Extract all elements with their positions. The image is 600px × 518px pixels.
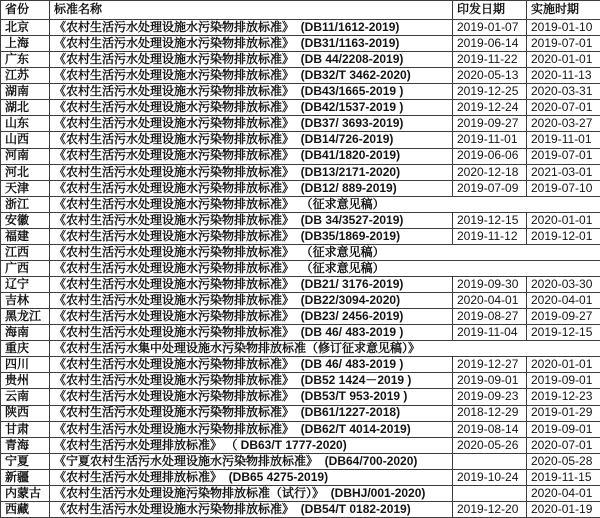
cell-standard-name: 《农村生活污水处理设施水污染物排放标准》 (DB14/726-2019) bbox=[50, 132, 453, 148]
cell-issue-date: 2019-09-30 bbox=[453, 277, 527, 293]
cell-province: 内蒙古 bbox=[1, 485, 50, 501]
cell-standard-name: 《农村生活污水集中处理设施水污染物排放标准（修订征求意见稿）》 bbox=[50, 341, 600, 357]
cell-province: 甘肃 bbox=[1, 421, 50, 437]
cell-issue-date: 2020-05-26 bbox=[453, 437, 527, 453]
cell-effective-date: 2020-04-01 bbox=[527, 485, 600, 501]
cell-issue-date: 2019-11-01 bbox=[453, 132, 527, 148]
cell-issue-date: 2019-09-27 bbox=[453, 116, 527, 132]
cell-standard-name: 《农村生活污水处理设施水污染物排放标准》 （征求意见稿） bbox=[50, 196, 600, 212]
cell-issue-date: 2020-12-18 bbox=[453, 164, 527, 180]
cell-effective-date: 2020-07-01 bbox=[527, 100, 600, 116]
cell-province: 天津 bbox=[1, 180, 50, 196]
table-row bbox=[1, 389, 600, 405]
cell-province: 四川 bbox=[1, 357, 50, 373]
cell-effective-date: 2019-07-10 bbox=[527, 180, 600, 196]
header-row bbox=[1, 1, 600, 20]
table-row bbox=[1, 68, 600, 84]
cell-standard-name: 《农村生活污水处理设施水污染物排放标准》 (DB21/ 3176-2019) bbox=[50, 277, 453, 293]
cell-standard-name: 《农村生活污水处理设施水污染物排放标准》 (DB 44/2208-2019) bbox=[50, 52, 453, 68]
cell-issue-date: 2019-01-07 bbox=[453, 20, 527, 36]
table-row bbox=[1, 132, 600, 148]
table-row bbox=[1, 228, 600, 244]
cell-effective-date: 2021-03-01 bbox=[527, 164, 600, 180]
header-province: 省份 bbox=[1, 1, 50, 20]
cell-province: 海南 bbox=[1, 325, 50, 341]
table-row bbox=[1, 52, 600, 68]
cell-issue-date: 2019-10-24 bbox=[453, 469, 527, 485]
cell-standard-name: 《农村生活污水处理设施水污染物排放标准》 (DB22/3094-2020) bbox=[50, 293, 453, 309]
cell-effective-date: 2019-09-27 bbox=[527, 309, 600, 325]
cell-effective-date: 2019-07-01 bbox=[527, 148, 600, 164]
cell-standard-name: 《农村生活污水处理设施水污染物排放标准》 (DB61/1227-2018) bbox=[50, 405, 453, 421]
table-row bbox=[1, 437, 600, 453]
cell-issue-date: 2019-12-15 bbox=[453, 212, 527, 228]
cell-standard-name: 《农村生活污水处理设施水污染物排放标准》 (DB43/1665-2019 ) bbox=[50, 84, 453, 100]
cell-issue-date: 2019-09-23 bbox=[453, 389, 527, 405]
cell-province: 宁夏 bbox=[1, 453, 50, 469]
cell-province: 江西 bbox=[1, 244, 50, 260]
cell-effective-date: 2020-04-01 bbox=[527, 293, 600, 309]
cell-issue-date: 2019-11-04 bbox=[453, 325, 527, 341]
cell-issue-date bbox=[453, 485, 527, 501]
cell-effective-date: 2020-01-19 bbox=[527, 501, 600, 517]
cell-standard-name: 《农村生活污水处理设施水污染物排放标准》 (DB35/1869-2019) bbox=[50, 228, 453, 244]
cell-standard-name: 《农村生活污水处理排放标准》 （ DB63/T 1777-2020) bbox=[50, 437, 453, 453]
cell-standard-name: 《农村生活污水处理设施水污染物排放标准》 (DB 46/ 483-2019 ) bbox=[50, 325, 453, 341]
table-row bbox=[1, 277, 600, 293]
cell-province: 江苏 bbox=[1, 68, 50, 84]
cell-standard-name: 《农村生活污水处理设施水污染物排放标准》 （征求意见稿） bbox=[50, 244, 600, 260]
cell-standard-name: 《农村生活污水处理设施水污染物排放标准》 (DB12/ 889-2019) bbox=[50, 180, 453, 196]
table-header bbox=[1, 1, 600, 20]
table-row bbox=[1, 309, 600, 325]
cell-effective-date: 2019-09-01 bbox=[527, 421, 600, 437]
table-row bbox=[1, 485, 600, 501]
cell-province: 黑龙江 bbox=[1, 309, 50, 325]
header-issue-date: 印发日期 bbox=[453, 1, 527, 20]
cell-province: 吉林 bbox=[1, 293, 50, 309]
cell-province: 福建 bbox=[1, 228, 50, 244]
cell-issue-date: 2019-08-14 bbox=[453, 421, 527, 437]
cell-issue-date: 2019-06-14 bbox=[453, 36, 527, 52]
cell-province: 广西 bbox=[1, 260, 50, 276]
cell-issue-date: 2019-12-25 bbox=[453, 84, 527, 100]
cell-standard-name: 《农村生活污水处理设施水污染物排放标准》 (DB 34/3527-2019) bbox=[50, 212, 453, 228]
table-row bbox=[1, 293, 600, 309]
cell-issue-date: 2019-07-09 bbox=[453, 180, 527, 196]
cell-standard-name: 《农村生活污水处理设施污染物排放标准（试行）》 (DBHJ/001-2020) bbox=[50, 485, 453, 501]
cell-issue-date bbox=[453, 453, 527, 469]
cell-standard-name: 《农村生活污水处理设施水污染物排放标准》 (DB42/1537-2019 ) bbox=[50, 100, 453, 116]
table-row bbox=[1, 421, 600, 437]
table-row bbox=[1, 164, 600, 180]
cell-effective-date: 2019-12-01 bbox=[527, 228, 600, 244]
cell-issue-date: 2019-08-27 bbox=[453, 309, 527, 325]
table-row bbox=[1, 148, 600, 164]
cell-effective-date: 2019-07-01 bbox=[527, 36, 600, 52]
cell-effective-date: 2020-01-01 bbox=[527, 52, 600, 68]
cell-standard-name: 《农村生活污水处理设施水污染物排放标准》 (DB 46/ 483-2019 ) bbox=[50, 357, 453, 373]
table-row bbox=[1, 260, 600, 276]
cell-standard-name: 《农村生活污水处理设施水污染物排放标准》 (DB62/T 4014-2019) bbox=[50, 421, 453, 437]
cell-effective-date: 2020-03-31 bbox=[527, 84, 600, 100]
table-row bbox=[1, 244, 600, 260]
cell-standard-name: 《农村生活污水处理设施水污染物排放标准》 (DB11/1612-2019) bbox=[50, 20, 453, 36]
cell-standard-name: 《农村生活污水处理设施水污染物排放标准》 （征求意见稿） bbox=[50, 260, 600, 276]
cell-issue-date: 2019-11-12 bbox=[453, 228, 527, 244]
cell-province: 贵州 bbox=[1, 373, 50, 389]
table-row bbox=[1, 469, 600, 485]
cell-standard-name: 《农村生活污水处理设施水污染物排放标准》 (DB41/1820-2019) bbox=[50, 148, 453, 164]
cell-province: 北京 bbox=[1, 20, 50, 36]
table-row bbox=[1, 36, 600, 52]
cell-issue-date: 2019-12-24 bbox=[453, 100, 527, 116]
cell-standard-name: 《农村生活污水处理设施水污染物排放标准》 (DB13/2171-2020) bbox=[50, 164, 453, 180]
cell-effective-date: 2020-03-30 bbox=[527, 277, 600, 293]
cell-standard-name: 《农村生活污水处理设施水污染物排放标准》 (DB31/1163-2019) bbox=[50, 36, 453, 52]
table-row bbox=[1, 501, 600, 517]
table-row bbox=[1, 84, 600, 100]
cell-province: 浙江 bbox=[1, 196, 50, 212]
cell-province: 辽宁 bbox=[1, 277, 50, 293]
cell-province: 河北 bbox=[1, 164, 50, 180]
cell-effective-date: 2019-11-01 bbox=[527, 132, 600, 148]
cell-province: 重庆 bbox=[1, 341, 50, 357]
table-row bbox=[1, 180, 600, 196]
cell-province: 青海 bbox=[1, 437, 50, 453]
cell-issue-date: 2020-04-01 bbox=[453, 293, 527, 309]
cell-effective-date: 2019-11-15 bbox=[527, 469, 600, 485]
cell-province: 云南 bbox=[1, 389, 50, 405]
cell-issue-date: 2019-11-22 bbox=[453, 52, 527, 68]
table-row bbox=[1, 100, 600, 116]
cell-province: 陕西 bbox=[1, 405, 50, 421]
cell-province: 湖北 bbox=[1, 100, 50, 116]
header-effective-date: 实施时期 bbox=[527, 1, 600, 20]
cell-effective-date: 2019-01-29 bbox=[527, 405, 600, 421]
table-row bbox=[1, 325, 600, 341]
cell-effective-date: 2019-09-01 bbox=[527, 373, 600, 389]
cell-province: 安徽 bbox=[1, 212, 50, 228]
table-body bbox=[1, 20, 600, 518]
cell-standard-name: 《农村生活污水处理排放标准》 (DB65 4275-2019) bbox=[50, 469, 453, 485]
cell-standard-name: 《农村生活污水处理设施水污染物排放标准》 (DB53/T 953-2019 ) bbox=[50, 389, 453, 405]
cell-province: 山西 bbox=[1, 132, 50, 148]
cell-province: 河南 bbox=[1, 148, 50, 164]
table-row bbox=[1, 357, 600, 373]
cell-issue-date: 2019-12-20 bbox=[453, 501, 527, 517]
cell-effective-date: 2020-11-13 bbox=[527, 68, 600, 84]
cell-standard-name: 《农村生活污水处理设施水污染物排放标准》 (DB54/T 0182-2019) bbox=[50, 501, 453, 517]
cell-effective-date: 2019-12-15 bbox=[527, 325, 600, 341]
cell-issue-date: 2019-09-01 bbox=[453, 373, 527, 389]
cell-province: 新疆 bbox=[1, 469, 50, 485]
cell-standard-name: 《农村生活污水处理设施水污染物排放标准》 (DB23/ 2456-2019) bbox=[50, 309, 453, 325]
cell-standard-name: 《宁夏农村生活污水处理设施水污染物排放标准》 (DB64/700-2020) bbox=[50, 453, 453, 469]
cell-province: 湖南 bbox=[1, 84, 50, 100]
cell-province: 山东 bbox=[1, 116, 50, 132]
table-row bbox=[1, 453, 600, 469]
table-row bbox=[1, 212, 600, 228]
table-row bbox=[1, 196, 600, 212]
cell-standard-name: 《农村生活污水处理设施水污染物排放标准》 (DB52 1424－2019 ) bbox=[50, 373, 453, 389]
header-standard-name: 标准名称 bbox=[50, 1, 453, 20]
cell-standard-name: 《农村生活污水处理设施水污染物排放标准》 (DB32/T 3462-2020) bbox=[50, 68, 453, 84]
cell-effective-date: 2020-01-01 bbox=[527, 212, 600, 228]
cell-effective-date: 2019-01-10 bbox=[527, 20, 600, 36]
cell-issue-date: 2019-12-27 bbox=[453, 357, 527, 373]
cell-effective-date: 2020-07-01 bbox=[527, 437, 600, 453]
cell-issue-date: 2020-05-13 bbox=[453, 68, 527, 84]
cell-issue-date: 2018-12-29 bbox=[453, 405, 527, 421]
table-row bbox=[1, 373, 600, 389]
cell-effective-date: 2019-12-23 bbox=[527, 389, 600, 405]
cell-effective-date: 2020-03-27 bbox=[527, 116, 600, 132]
table-row bbox=[1, 341, 600, 357]
cell-effective-date: 2020-05-28 bbox=[527, 453, 600, 469]
cell-issue-date: 2019-06-06 bbox=[453, 148, 527, 164]
cell-province: 广东 bbox=[1, 52, 50, 68]
table-row bbox=[1, 405, 600, 421]
table-row bbox=[1, 116, 600, 132]
cell-province: 上海 bbox=[1, 36, 50, 52]
cell-province: 西藏 bbox=[1, 501, 50, 517]
cell-standard-name: 《农村生活污水处理设施水污染物排放标准》 (DB37/ 3693-2019) bbox=[50, 116, 453, 132]
table-row bbox=[1, 20, 600, 36]
cell-effective-date: 2020-01-01 bbox=[527, 357, 600, 373]
